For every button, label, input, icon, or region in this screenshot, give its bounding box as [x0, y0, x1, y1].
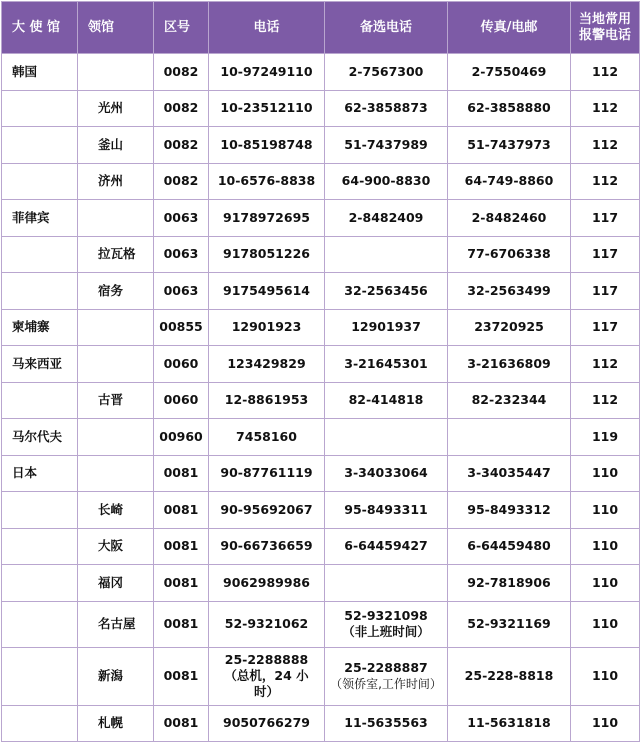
cell-alt-phone: 6-64459427	[325, 528, 448, 565]
table-row	[2, 90, 640, 127]
table-row	[2, 382, 640, 419]
cell-alt-phone	[325, 565, 448, 602]
alt-phone-number: 25-2288887	[344, 660, 428, 675]
cell-phone: 9062989986	[209, 565, 325, 602]
table-row	[2, 200, 640, 237]
cell-embassy: 菲律宾	[2, 200, 78, 237]
cell-embassy	[2, 601, 78, 647]
cell-fax-email: 11-5631818	[448, 705, 571, 742]
cell-phone: 9050766279	[209, 705, 325, 742]
cell-police: 117	[571, 236, 640, 273]
cell-police: 112	[571, 346, 640, 383]
table-row	[2, 54, 640, 91]
cell-police: 110	[571, 492, 640, 529]
cell-consulate: 大阪	[78, 528, 154, 565]
cell-police: 112	[571, 163, 640, 200]
cell-alt-phone: 95-8493311	[325, 492, 448, 529]
cell-area-code: 00855	[154, 309, 209, 346]
cell-phone: 9178972695	[209, 200, 325, 237]
cell-alt-phone	[325, 647, 448, 705]
cell-fax-email: 64-749-8860	[448, 163, 571, 200]
cell-alt-phone: 2-7567300	[325, 54, 448, 91]
cell-fax-email: 2-8482460	[448, 200, 571, 237]
table-row	[2, 705, 640, 742]
cell-alt-phone: 51-7437989	[325, 127, 448, 164]
cell-consulate	[78, 419, 154, 456]
cell-fax-email: 92-7818906	[448, 565, 571, 602]
embassy-contact-table	[1, 1, 640, 742]
cell-embassy	[2, 528, 78, 565]
cell-police: 117	[571, 273, 640, 310]
cell-fax-email: 62-3858880	[448, 90, 571, 127]
cell-fax-email: 52-9321169	[448, 601, 571, 647]
cell-alt-phone: 2-8482409	[325, 200, 448, 237]
header-police-line2: 报警电话	[578, 27, 631, 43]
table-row	[2, 127, 640, 164]
cell-consulate	[78, 200, 154, 237]
cell-police: 112	[571, 90, 640, 127]
cell-fax-email: 82-232344	[448, 382, 571, 419]
table-header-row	[2, 2, 640, 54]
cell-consulate: 名古屋	[78, 601, 154, 647]
cell-area-code: 0081	[154, 492, 209, 529]
table-row	[2, 346, 640, 383]
cell-embassy	[2, 705, 78, 742]
header-consulate: 领馆	[78, 2, 154, 54]
table-row	[2, 528, 640, 565]
cell-alt-phone: 64-900-8830	[325, 163, 448, 200]
cell-alt-phone: 3-34033064	[325, 455, 448, 492]
cell-police: 110	[571, 455, 640, 492]
cell-area-code: 0081	[154, 601, 209, 647]
cell-embassy: 马来西亚	[2, 346, 78, 383]
cell-alt-phone: 3-21645301	[325, 346, 448, 383]
table-row	[2, 236, 640, 273]
cell-consulate: 光州	[78, 90, 154, 127]
cell-fax-email: 3-34035447	[448, 455, 571, 492]
cell-alt-phone: 32-2563456	[325, 273, 448, 310]
cell-phone: 7458160	[209, 419, 325, 456]
cell-fax-email: 51-7437973	[448, 127, 571, 164]
cell-alt-phone: 11-5635563	[325, 705, 448, 742]
header-police-phone	[571, 2, 640, 54]
cell-embassy	[2, 647, 78, 705]
header-phone: 电话	[209, 2, 325, 54]
cell-phone: 12-8861953	[209, 382, 325, 419]
cell-alt-phone	[325, 601, 448, 647]
cell-embassy	[2, 492, 78, 529]
cell-area-code: 0063	[154, 200, 209, 237]
cell-embassy	[2, 273, 78, 310]
cell-phone: 9178051226	[209, 236, 325, 273]
cell-alt-phone	[325, 419, 448, 456]
cell-fax-email: 77-6706338	[448, 236, 571, 273]
cell-fax-email	[448, 419, 571, 456]
cell-police: 110	[571, 601, 640, 647]
cell-phone: 10-97249110	[209, 54, 325, 91]
cell-consulate	[78, 455, 154, 492]
table-row	[2, 647, 640, 705]
cell-phone: 9175495614	[209, 273, 325, 310]
embassy-contact-table-container	[1, 1, 639, 741]
header-fax-email: 传真/电邮	[448, 2, 571, 54]
cell-phone: 90-66736659	[209, 528, 325, 565]
cell-embassy: 日本	[2, 455, 78, 492]
cell-consulate: 长崎	[78, 492, 154, 529]
table-row	[2, 455, 640, 492]
cell-fax-email: 23720925	[448, 309, 571, 346]
cell-consulate: 济州	[78, 163, 154, 200]
phone-number: 25-2288888	[224, 652, 309, 667]
cell-fax-email: 3-21636809	[448, 346, 571, 383]
cell-area-code: 0082	[154, 90, 209, 127]
cell-area-code: 0060	[154, 346, 209, 383]
table-row	[2, 565, 640, 602]
cell-consulate: 福冈	[78, 565, 154, 602]
cell-area-code: 00960	[154, 419, 209, 456]
cell-phone	[209, 647, 325, 705]
cell-fax-email: 95-8493312	[448, 492, 571, 529]
alt-phone-note: （领侨室,工作时间）	[330, 677, 442, 691]
cell-police: 117	[571, 200, 640, 237]
cell-consulate	[78, 346, 154, 383]
table-row	[2, 492, 640, 529]
cell-consulate: 宿务	[78, 273, 154, 310]
cell-embassy: 韩国	[2, 54, 78, 91]
cell-embassy	[2, 382, 78, 419]
cell-embassy	[2, 163, 78, 200]
cell-phone: 90-95692067	[209, 492, 325, 529]
cell-consulate: 拉瓦格	[78, 236, 154, 273]
cell-consulate: 釜山	[78, 127, 154, 164]
cell-embassy	[2, 127, 78, 164]
cell-alt-phone: 12901937	[325, 309, 448, 346]
table-row	[2, 309, 640, 346]
cell-police: 110	[571, 647, 640, 705]
table-row	[2, 163, 640, 200]
cell-area-code: 0063	[154, 273, 209, 310]
cell-phone: 12901923	[209, 309, 325, 346]
cell-consulate	[78, 309, 154, 346]
cell-phone: 90-87761119	[209, 455, 325, 492]
cell-police: 119	[571, 419, 640, 456]
phone-note-line1: （总机，24 小	[224, 668, 309, 683]
cell-police: 110	[571, 705, 640, 742]
cell-area-code: 0082	[154, 127, 209, 164]
header-area-code: 区号	[154, 2, 209, 54]
cell-area-code: 0081	[154, 528, 209, 565]
cell-area-code: 0081	[154, 647, 209, 705]
table-row	[2, 419, 640, 456]
cell-police: 110	[571, 528, 640, 565]
cell-area-code: 0082	[154, 163, 209, 200]
cell-area-code: 0063	[154, 236, 209, 273]
cell-phone: 10-85198748	[209, 127, 325, 164]
cell-fax-email: 2-7550469	[448, 54, 571, 91]
alt-phone-note: （非上班时间）	[342, 624, 430, 639]
cell-consulate: 新潟	[78, 647, 154, 705]
cell-consulate: 古晋	[78, 382, 154, 419]
cell-phone: 10-6576-8838	[209, 163, 325, 200]
cell-fax-email: 6-64459480	[448, 528, 571, 565]
cell-fax-email: 32-2563499	[448, 273, 571, 310]
header-police-line1: 当地常用	[578, 11, 631, 27]
cell-alt-phone: 82-414818	[325, 382, 448, 419]
cell-area-code: 0081	[154, 455, 209, 492]
header-alt-phone: 备选电话	[325, 2, 448, 54]
table-row	[2, 601, 640, 647]
cell-embassy: 柬埔寨	[2, 309, 78, 346]
cell-phone: 52-9321062	[209, 601, 325, 647]
phone-note-line2: 时）	[253, 684, 279, 699]
cell-embassy: 马尔代夫	[2, 419, 78, 456]
header-embassy: 大 使 馆	[2, 2, 78, 54]
cell-phone: 10-23512110	[209, 90, 325, 127]
cell-embassy	[2, 236, 78, 273]
cell-embassy	[2, 565, 78, 602]
table-row	[2, 273, 640, 310]
alt-phone-number: 52-9321098	[344, 608, 428, 623]
cell-consulate	[78, 54, 154, 91]
cell-phone: 123429829	[209, 346, 325, 383]
cell-area-code: 0081	[154, 565, 209, 602]
cell-alt-phone: 62-3858873	[325, 90, 448, 127]
cell-embassy	[2, 90, 78, 127]
cell-police: 110	[571, 565, 640, 602]
cell-area-code: 0060	[154, 382, 209, 419]
cell-police: 112	[571, 382, 640, 419]
cell-police: 112	[571, 127, 640, 164]
cell-fax-email: 25-228-8818	[448, 647, 571, 705]
cell-police: 112	[571, 54, 640, 91]
cell-alt-phone	[325, 236, 448, 273]
cell-police: 117	[571, 309, 640, 346]
cell-area-code: 0081	[154, 705, 209, 742]
cell-consulate: 札幌	[78, 705, 154, 742]
cell-area-code: 0082	[154, 54, 209, 91]
